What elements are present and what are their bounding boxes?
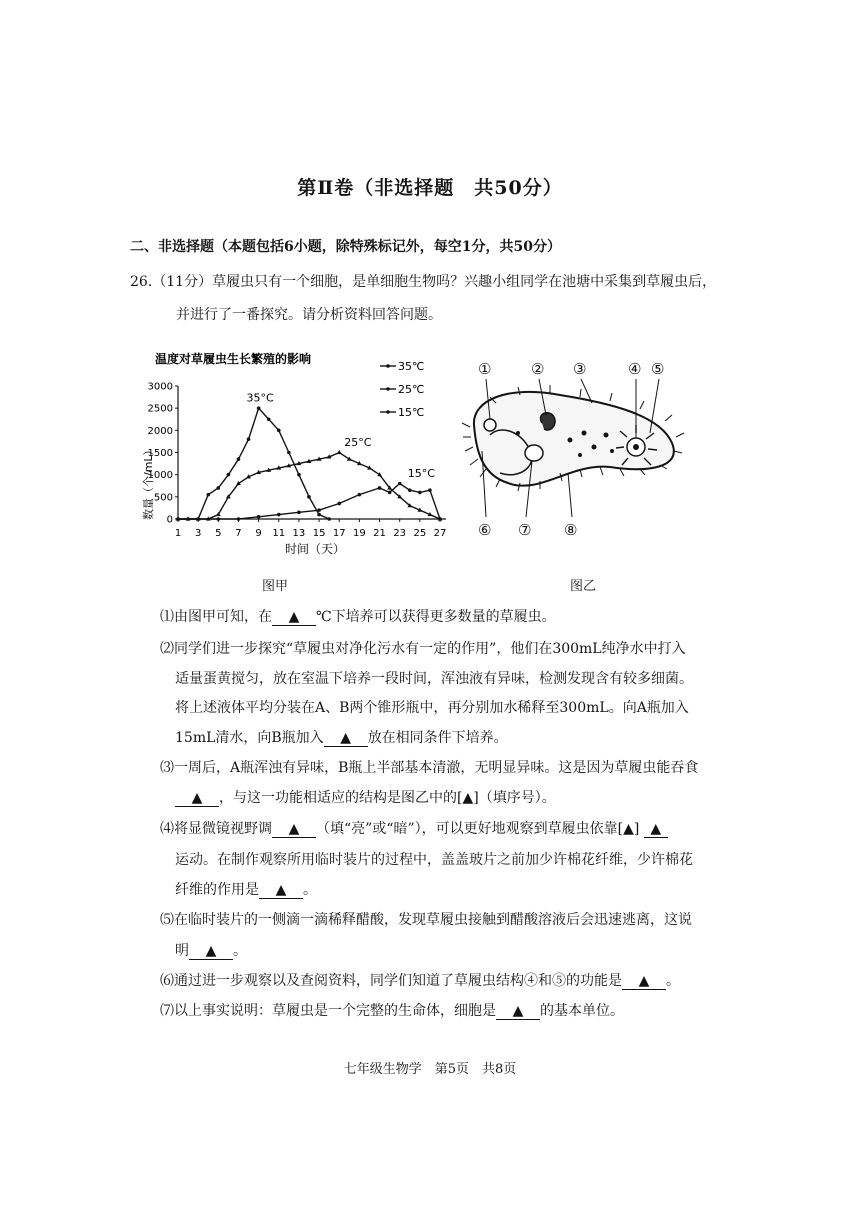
answer-blank-q4-d[interactable]: ▲: [259, 882, 303, 899]
subquestion-3-line-1: ⑶一周后，A瓶浑浊有异味，B瓶上半部基本清澈，无明显异味。这是因为草履虫能吞食: [160, 760, 699, 776]
x-tick-label: 19: [353, 528, 366, 539]
data-point: [358, 493, 362, 497]
answer-blank-q6[interactable]: ▲: [622, 973, 666, 990]
data-point: [317, 508, 321, 512]
subquestion-4-line-2: 运动。在制作观察所用临时装片的过程中，盖盖玻片之前加少许棉花纤维，少许棉花: [175, 852, 693, 868]
y-tick-label: 2000: [147, 425, 173, 437]
data-point: [237, 457, 241, 461]
paper-title: 第Ⅱ卷（非选择题 共50分）: [297, 177, 563, 199]
q3-text-c: ]（填序号）。: [473, 790, 556, 806]
x-tick-label: 11: [272, 528, 286, 539]
subquestion-5-line-1: ⑸在临时装片的一侧滴一滴稀释醋酸，发现草履虫接触到醋酸溶液后会迅速逃离，这说: [160, 912, 692, 928]
chart-y-label: 数量（个/mL）: [142, 444, 155, 520]
q4-text-d: 纤维的作用是: [175, 882, 259, 898]
answer-blank-q4-a[interactable]: ▲: [272, 821, 316, 838]
series-annotation: 15°C: [407, 466, 435, 480]
data-point: [277, 429, 281, 433]
figure-b-caption: 图乙: [570, 579, 597, 594]
subquestion-7: [160, 1000, 624, 1020]
answer-blank-q4-b[interactable]: ▲: [623, 821, 634, 837]
question-stem-line-1: 26.（11分）草履虫只有一个细胞，是单细胞生物吗？兴趣小组同学在池塘中采集到草履虫后，: [130, 274, 717, 290]
q6-text-a: ⑹通过进一步观察以及查阅资料，同学们知道了草履虫结构④和⑤的功能是: [160, 973, 622, 989]
data-point: [196, 517, 200, 521]
x-tick-label: 25: [413, 528, 427, 539]
data-point: [398, 482, 402, 486]
y-tick-label: 3000: [147, 381, 173, 393]
x-tick-label: 7: [235, 528, 242, 539]
data-point: [227, 473, 231, 477]
data-point: [408, 488, 412, 492]
series-line-0: [178, 408, 329, 519]
answer-blank-q2[interactable]: ▲: [324, 730, 368, 747]
label-6: ⑥: [478, 521, 492, 539]
chart-annotations: [247, 392, 436, 480]
data-point: [206, 493, 210, 497]
label-7: ⑦: [518, 521, 532, 539]
data-point: [257, 515, 261, 519]
chart-series: [176, 406, 443, 520]
page-footer: 七年级生物学 第5页 共8页: [343, 1062, 517, 1077]
x-tick-label: 21: [373, 528, 386, 539]
subquestion-2-line-2: 适量蛋黄搅匀，放在室温下培养一段时间，浑浊液有异味，检测发现含有较多细菌。: [175, 671, 693, 687]
x-tick-label: 13: [292, 528, 306, 539]
y-tick-label: 1000: [147, 470, 173, 482]
x-tick-label: 27: [433, 528, 447, 539]
data-point: [327, 517, 331, 521]
answer-blank-q3-a[interactable]: ▲: [175, 790, 219, 807]
q4-text-e: 。: [303, 882, 317, 898]
label-4: ④: [628, 360, 642, 378]
data-point: [378, 486, 382, 490]
legend-label: 25℃: [398, 383, 425, 396]
x-tick-label: 23: [393, 528, 407, 539]
data-point: [257, 406, 261, 410]
y-tick-label: 1500: [147, 448, 173, 459]
answer-blank-q3-b[interactable]: ▲: [462, 790, 474, 806]
data-point: [176, 517, 180, 521]
data-point: [337, 450, 342, 454]
y-tick-label: 0: [166, 514, 173, 526]
data-point: [317, 513, 321, 517]
subquestion-4-line-1: [160, 818, 668, 838]
q5-text-b: 。: [233, 943, 247, 959]
q2-text-a: 15mL清水，向B瓶加入: [175, 730, 324, 746]
q1-text-a: ⑴由图甲可知，在: [160, 609, 272, 625]
growth-chart: [130, 345, 460, 570]
paramecium-diagram: [460, 355, 700, 545]
question-stem-line-2: 并进行了一番探究。请分析资料回答问题。: [176, 307, 442, 323]
data-point: [337, 502, 341, 506]
q7-text-a: ⑺以上事实说明：草履虫是一个完整的生命体，细胞是: [160, 1003, 496, 1019]
subquestion-4-line-3: [175, 879, 317, 899]
data-point: [267, 417, 271, 421]
label-8: ⑧: [564, 521, 578, 539]
paramecium-body: [462, 385, 684, 491]
label-5: ⑤: [651, 360, 665, 378]
answer-blank-q1[interactable]: ▲: [272, 609, 316, 626]
subquestion-2-line-3: 将上述液体平均分装在A、B两个锥形瓶中，再分别加水稀释至300mL。向A瓶加入: [175, 700, 689, 716]
subquestion-1: [160, 606, 556, 626]
data-point: [297, 511, 301, 515]
section-heading: 二、非选择题（本题包括6小题，除特殊标记外，每空1分，共50分）: [130, 239, 561, 255]
chart-legend: [380, 360, 424, 419]
data-point: [438, 517, 442, 521]
q4-text-c: ]: [633, 821, 640, 837]
y-tick-label: 2500: [147, 403, 173, 415]
data-point: [388, 491, 392, 495]
q6-text-b: 。: [666, 973, 680, 989]
series-annotation: 25°C: [344, 435, 372, 449]
answer-blank-q4-c[interactable]: ▲: [644, 821, 668, 838]
subquestion-2-line-1: ⑵同学们进一步探究“草履虫对净化污水有一定的作用”，他们在300mL纯净水中打入: [160, 641, 686, 657]
q1-text-b: ℃下培养可以获得更多数量的草履虫。: [316, 609, 556, 625]
legend-label: 15℃: [398, 406, 425, 419]
subquestion-6: [160, 970, 680, 990]
x-tick-label: 9: [255, 528, 262, 539]
label-1: ①: [478, 360, 492, 378]
chart-title: 温度对草履虫生长繁殖的影响: [155, 352, 312, 366]
data-point: [237, 517, 241, 521]
answer-blank-q7[interactable]: ▲: [496, 1003, 540, 1020]
x-tick-label: 5: [215, 528, 222, 539]
data-point: [428, 488, 432, 492]
x-tick-label: 17: [332, 528, 346, 539]
subquestion-5-line-2: [175, 940, 247, 960]
data-point: [287, 451, 291, 455]
x-tick-label: 15: [312, 528, 326, 539]
x-tick-label: 3: [194, 528, 202, 539]
y-tick-label: 500: [153, 492, 173, 504]
legend-marker: [386, 410, 390, 414]
data-point: [418, 491, 422, 495]
answer-blank-q5[interactable]: ▲: [189, 943, 233, 960]
q4-text-a: ⑷将显微镜视野调: [160, 821, 272, 837]
data-point: [307, 495, 311, 499]
data-point: [277, 513, 281, 517]
figure-a-caption: 图甲: [262, 579, 289, 594]
x-tick-label: 1: [174, 528, 182, 539]
label-3: ③: [573, 360, 587, 378]
q5-text-a: 明: [175, 943, 189, 959]
legend-label: 35℃: [398, 360, 425, 373]
q2-text-b: 放在相同条件下培养。: [367, 730, 508, 746]
subquestion-2-line-4: [175, 727, 508, 747]
data-point: [247, 437, 251, 441]
legend-marker: [386, 364, 390, 368]
q7-text-b: 的基本单位。: [540, 1003, 624, 1019]
data-point: [217, 517, 221, 521]
chart-x-label: 时间（天）: [285, 542, 346, 556]
series-annotation: 35°C: [246, 391, 274, 405]
legend-marker: [386, 387, 390, 391]
label-2: ②: [531, 360, 545, 378]
subquestion-3-line-2: [175, 787, 556, 807]
q3-text-b: ，与这一功能相适应的结构是图乙中的[: [219, 790, 463, 806]
q4-text-b: （填“亮”或“暗”），可以更好地观察到草履虫依靠[: [316, 821, 624, 837]
data-point: [297, 473, 301, 477]
data-point: [217, 486, 221, 490]
